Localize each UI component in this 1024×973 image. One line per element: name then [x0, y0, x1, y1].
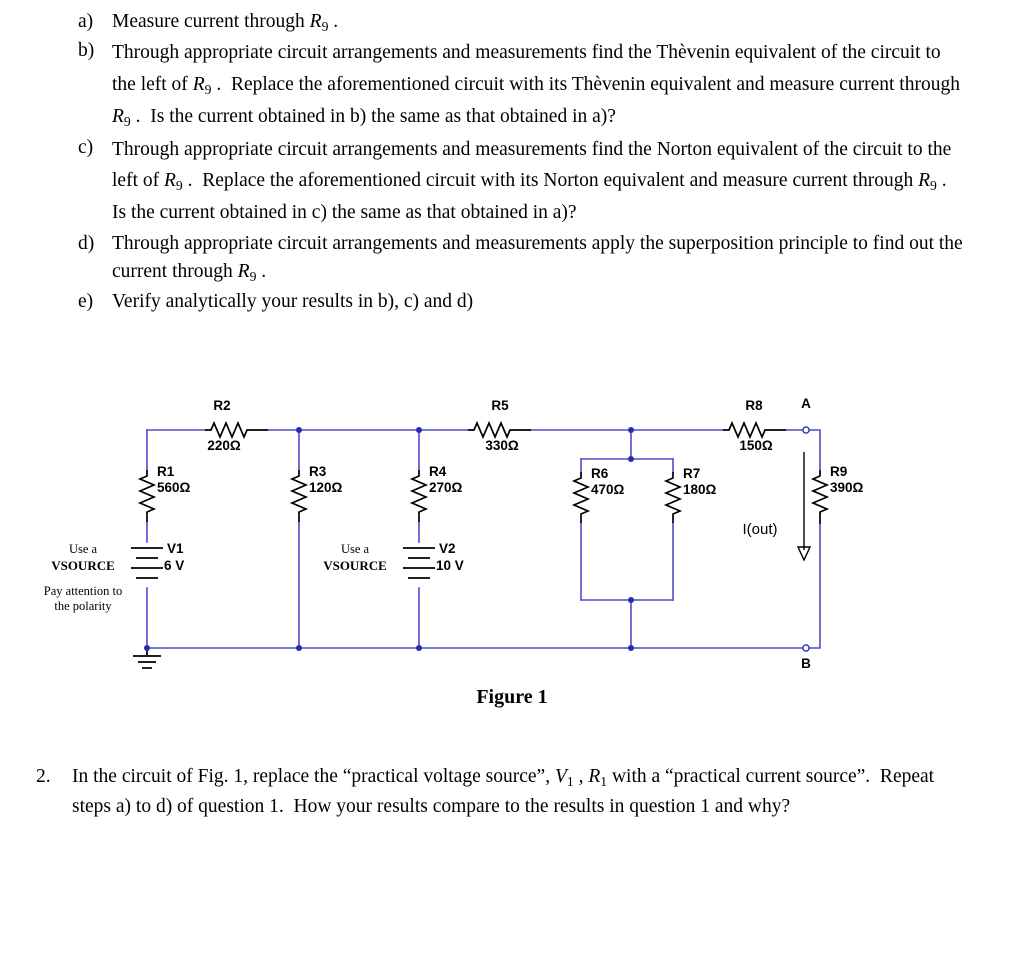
source-V2-id: V2 — [439, 541, 456, 556]
resistor-R6-value: 470Ω — [591, 482, 625, 497]
list-item — [78, 230, 968, 287]
item-text-a: Measure current through $R_9$ . — [112, 11, 339, 34]
question-2-text: In the circuit of Fig. 1, replace the “practical voltage source”, $V_1$ , $R_1$ with a “practical current source”. Repeat steps a) to d) of question 1. How your results compare to the results in question 1 and why? — [72, 766, 935, 818]
resistor-R8 — [723, 398, 786, 453]
v1-note-line1: Use a — [68, 542, 98, 556]
junction-dot — [416, 427, 422, 433]
circuit-diagram-svg — [0, 392, 1024, 692]
resistor-R3-id: R3 — [309, 464, 327, 479]
resistor-R3-value: 120Ω — [309, 480, 343, 495]
v1-note-line3: Pay attention to — [43, 584, 123, 598]
source-V1-value: 6 V — [164, 558, 185, 573]
resistor-R8-value: 150Ω — [739, 438, 773, 453]
annotation-v1-note — [44, 542, 122, 613]
resistor-R7-id: R7 — [683, 466, 701, 481]
source-V1 — [131, 541, 184, 578]
item-label-a: a) — [78, 11, 94, 32]
item-text-d: Through appropriate circuit arrangements and measurements apply the superposition principle to find out the current through $R_9$ . — [112, 232, 963, 284]
junction-dot — [416, 645, 422, 651]
resistor-R4-id: R4 — [429, 464, 447, 479]
resistor-R5-id: R5 — [491, 398, 509, 413]
item-label-d: d) — [78, 232, 95, 254]
resistor-R1-id: R1 — [157, 464, 175, 479]
resistor-R6 — [574, 466, 625, 523]
resistor-R2-id: R2 — [213, 398, 231, 413]
wire-right-rail — [806, 430, 820, 648]
question-2-label: 2. — [36, 766, 51, 787]
item-label-b: b) — [78, 40, 95, 62]
question-1-list — [78, 8, 968, 317]
v1-note-line4: the polarity — [54, 599, 112, 613]
resistor-R9 — [813, 464, 864, 524]
junction-dot — [296, 645, 302, 651]
source-V1-id: V1 — [167, 541, 184, 556]
resistor-R5 — [468, 398, 531, 453]
item-text-b: Through appropriate circuit arrangements and measurements find the Thèvenin equivalent of the circuit to the left of $R_9$ . Replace the aforementioned circuit with its Thèvenin equivalent and measure current through $R_9$ . Is the current obtained in b) the same as that obtained in a)? — [112, 42, 960, 129]
item-text-e: Verify analytically your results in b), c) and d) — [112, 290, 474, 312]
figure-caption: Figure 1 — [476, 686, 548, 708]
resistor-R9-value: 390Ω — [830, 480, 864, 495]
item-text-c: Through appropriate circuit arrangements and measurements find the Norton equivalent of the circuit to the left of $R_9$ . Replace the aforementioned circuit with its Norton equivalent and measure current through $R_9$ . Is the current obtained in c) the same as that obtained in a)? — [112, 138, 952, 224]
terminal-a-dot — [803, 427, 809, 433]
resistor-R1-value: 560Ω — [157, 480, 191, 495]
junction-dot — [628, 645, 634, 651]
resistor-R7 — [666, 466, 717, 523]
junction-dot — [628, 597, 634, 603]
resistor-R5-value: 330Ω — [485, 438, 519, 453]
source-V2 — [403, 541, 464, 578]
current-arrow-iout — [742, 452, 810, 560]
resistor-R3 — [292, 464, 343, 522]
list-item — [78, 288, 968, 316]
resistor-R6-id: R6 — [591, 466, 609, 481]
resistor-R1 — [140, 464, 191, 522]
list-item — [78, 37, 968, 132]
resistor-R9-id: R9 — [830, 464, 848, 479]
v2-note-line1: Use a — [340, 542, 370, 556]
item-label-c: c) — [78, 136, 94, 158]
junction-dot — [144, 645, 150, 651]
v2-note-line2: VSOURCE — [323, 558, 387, 573]
junction-dot — [628, 427, 634, 433]
question-2 — [36, 762, 968, 822]
resistor-R7-value: 180Ω — [683, 482, 717, 497]
annotation-v2-note — [323, 542, 387, 573]
junction-dot — [296, 427, 302, 433]
v1-note-line2: VSOURCE — [51, 558, 115, 573]
list-item — [78, 8, 968, 36]
terminal-a-label: A — [801, 396, 811, 411]
resistor-R2 — [205, 398, 268, 453]
current-label-iout: I(out) — [742, 521, 778, 538]
list-item — [78, 134, 968, 229]
item-label-e: e) — [78, 290, 94, 312]
resistor-R8-id: R8 — [745, 398, 763, 413]
terminal-b-dot — [803, 645, 809, 651]
circuit-figure — [0, 392, 1024, 722]
source-V2-value: 10 V — [436, 558, 464, 573]
resistor-R4 — [412, 464, 463, 522]
junction-dot — [628, 456, 634, 462]
terminal-b-label: B — [801, 656, 811, 671]
resistor-R2-value: 220Ω — [207, 438, 241, 453]
resistor-R4-value: 270Ω — [429, 480, 463, 495]
